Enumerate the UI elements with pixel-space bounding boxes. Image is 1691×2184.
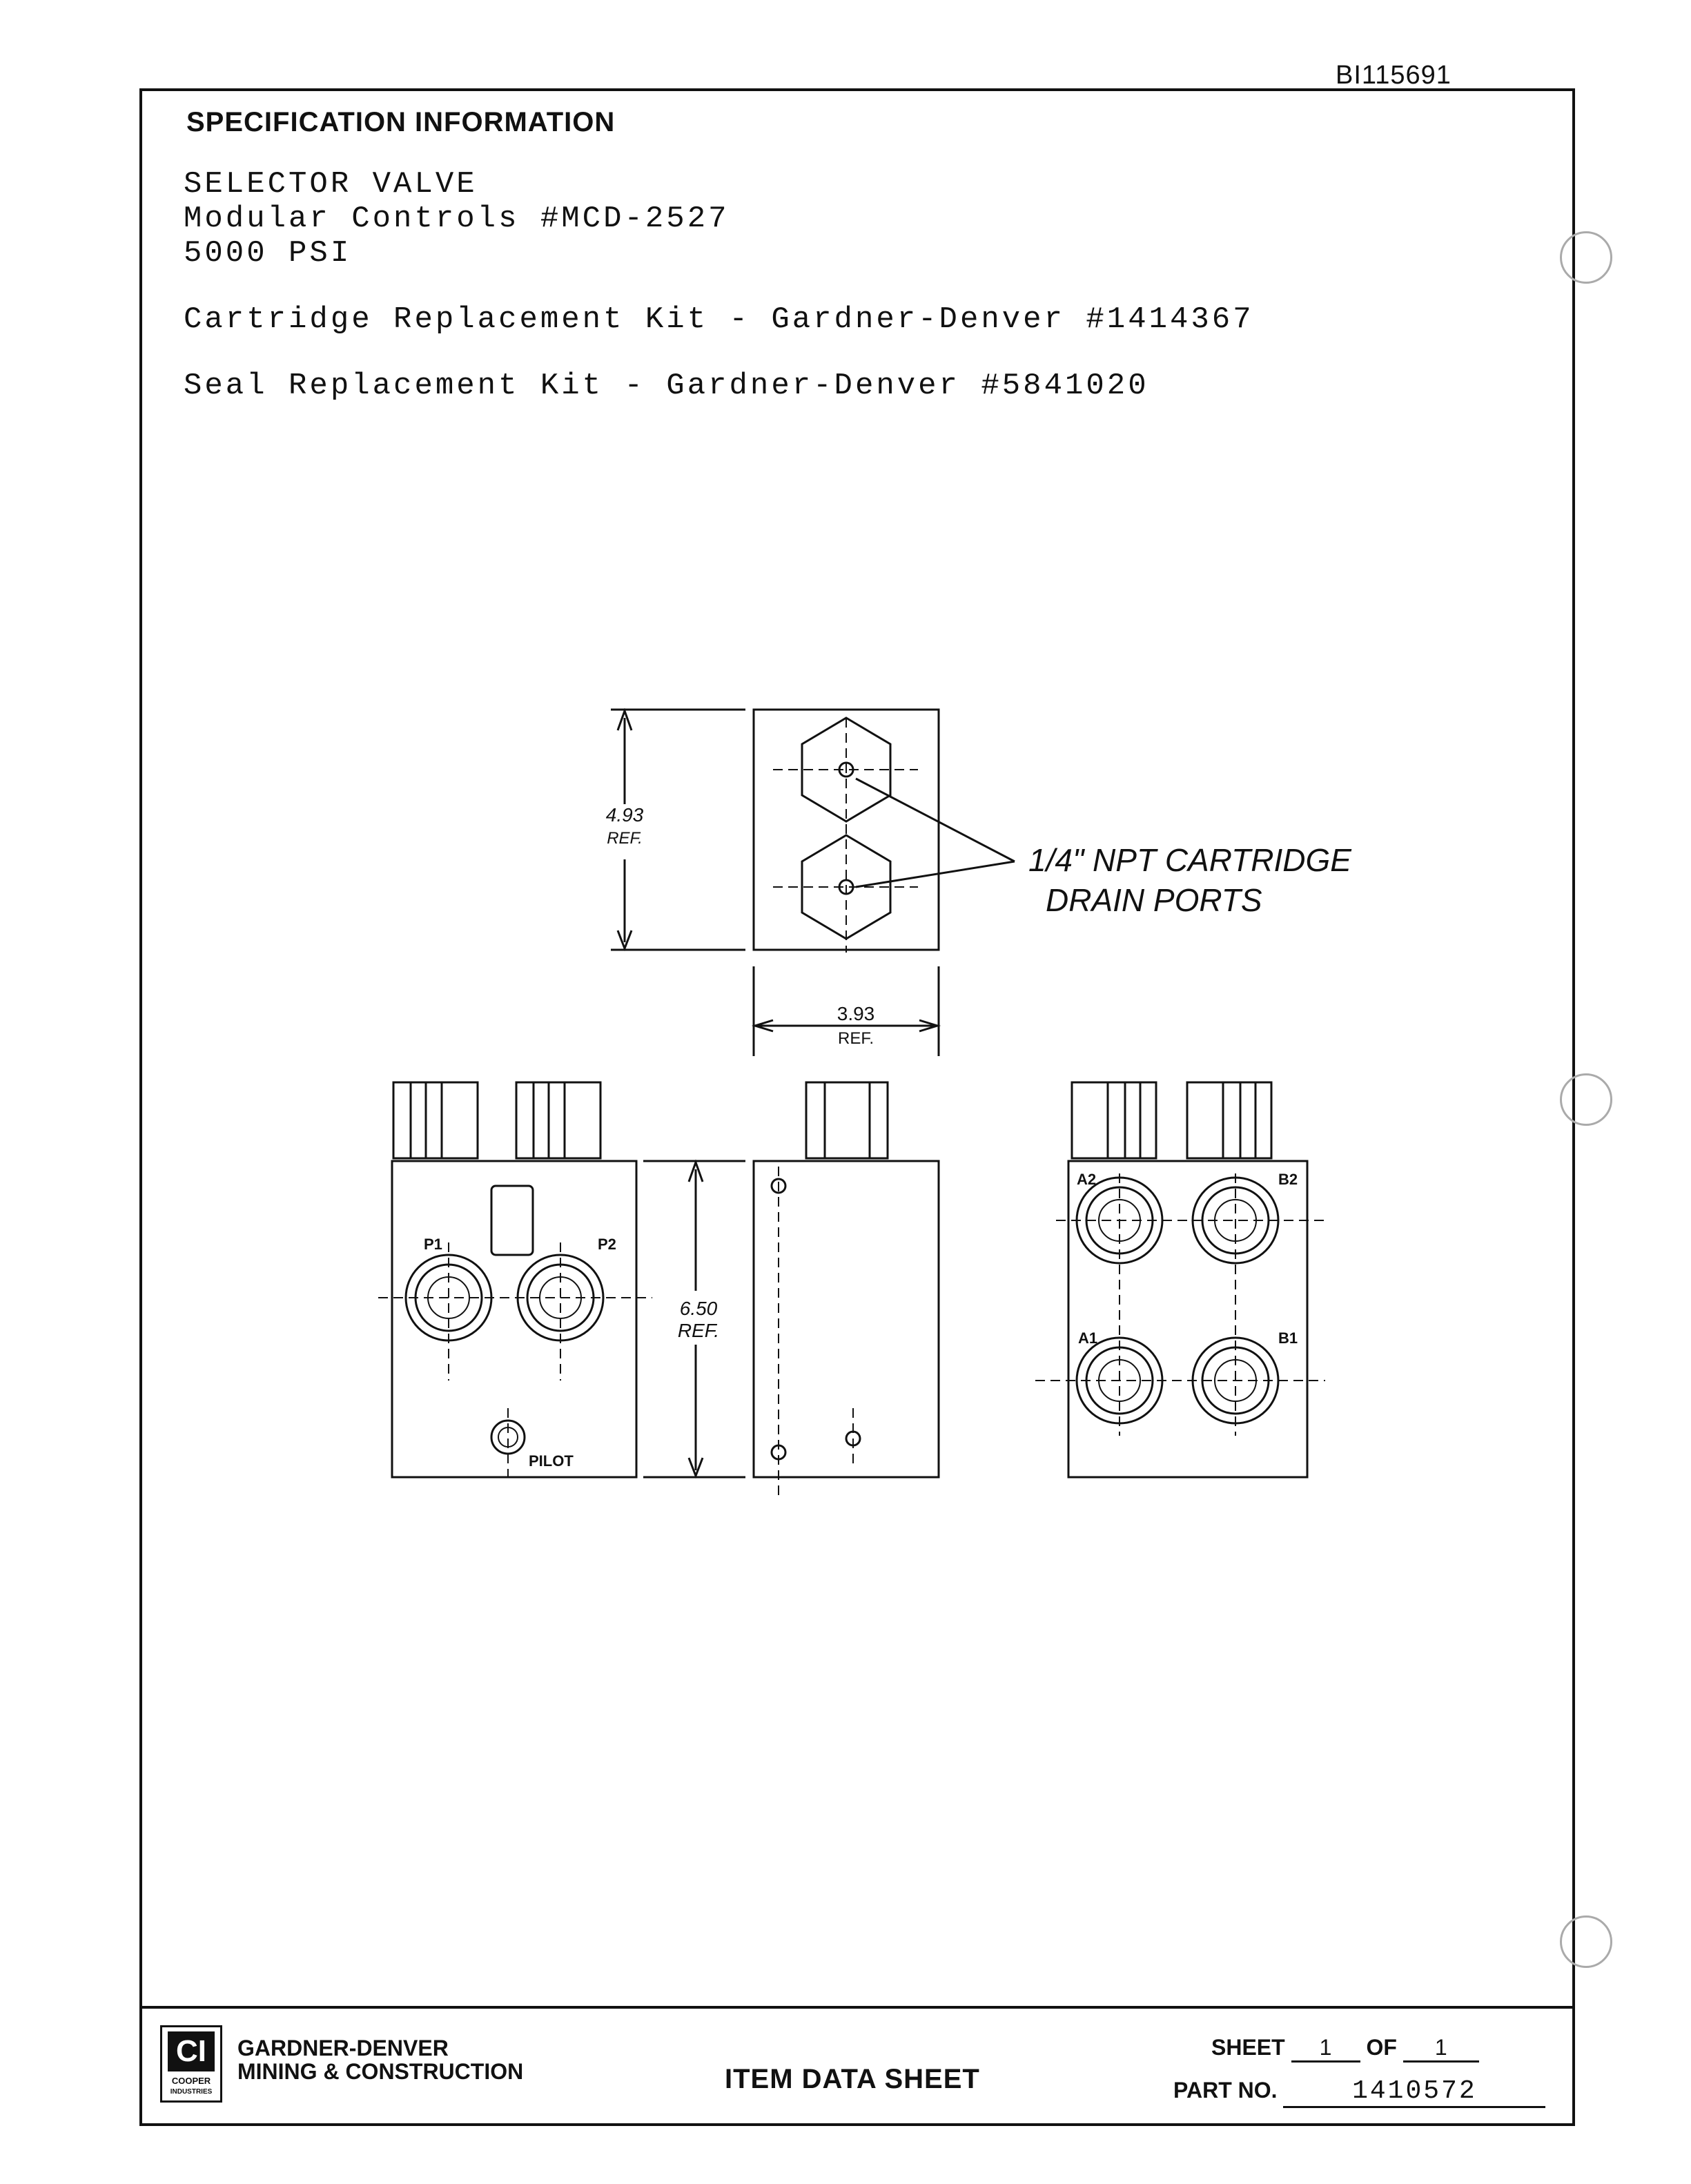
part-value: 1410572 (1283, 2076, 1545, 2108)
dim-width-ref: REF. (837, 1029, 874, 1048)
spec-line-2: Modular Controls #MCD-2527 (184, 202, 730, 236)
rear-view-body (1068, 1161, 1307, 1477)
port-label-p2: P2 (598, 1236, 616, 1253)
dim-width-value: 3.93 (837, 1003, 875, 1024)
cooper-logo-text: COOPER (171, 2076, 211, 2086)
side-view-body (754, 1161, 939, 1477)
part-number (1173, 2076, 1545, 2108)
dim-top-value: 4.93 (605, 804, 644, 826)
item-data-sheet-title: ITEM DATA SHEET (725, 2064, 980, 2094)
document-id: BI115691 (1336, 61, 1451, 90)
spec-line-1: SELECTOR VALVE (184, 167, 478, 202)
leader-line-2 (856, 861, 1015, 887)
company-name-line-1: GARDNER-DENVER (237, 2036, 449, 2060)
sheet-value: 1 (1291, 2035, 1360, 2063)
leader-line-1 (856, 779, 1015, 861)
sheet-number (1211, 2035, 1479, 2063)
title-block-divider (139, 2006, 1575, 2009)
port-label-pilot: PILOT (529, 1452, 574, 1470)
port-label-b1: B1 (1278, 1329, 1298, 1347)
spec-title: SPECIFICATION INFORMATION (186, 107, 616, 137)
port-label-a1: A1 (1078, 1329, 1098, 1347)
dim-top-ref: REF. (607, 829, 643, 848)
spec-line-3: 5000 PSI (184, 236, 352, 271)
cooper-logo (160, 2025, 222, 2103)
dim-height-ref: REF. (677, 1320, 720, 1341)
company-name (237, 2036, 523, 2083)
cartridge-kit-line: Cartridge Replacement Kit - Gardner-Denver #1414367 (184, 302, 1254, 337)
note-drain-ports-line-2: DRAIN PORTS (1046, 882, 1262, 918)
of-label: OF (1366, 2035, 1397, 2060)
port-label-a2: A2 (1077, 1171, 1097, 1188)
cooper-logo-mark: CI (168, 2031, 215, 2071)
note-drain-ports-line-1: 1/4" NPT CARTRIDGE (1028, 842, 1351, 878)
part-label: PART NO. (1173, 2078, 1278, 2103)
sheet-label: SHEET (1211, 2035, 1285, 2060)
company-name-line-2: MINING & CONSTRUCTION (237, 2059, 524, 2084)
cooper-logo-subtext: INDUSTRIES (170, 2088, 213, 2096)
of-value: 1 (1403, 2035, 1479, 2063)
dim-height-value: 6.50 (679, 1298, 718, 1319)
name-plate (491, 1186, 533, 1255)
port-label-b2: B2 (1278, 1171, 1298, 1188)
port-label-p1: P1 (424, 1236, 442, 1253)
seal-kit-line: Seal Replacement Kit - Gardner-Denver #5841020 (184, 369, 1149, 403)
